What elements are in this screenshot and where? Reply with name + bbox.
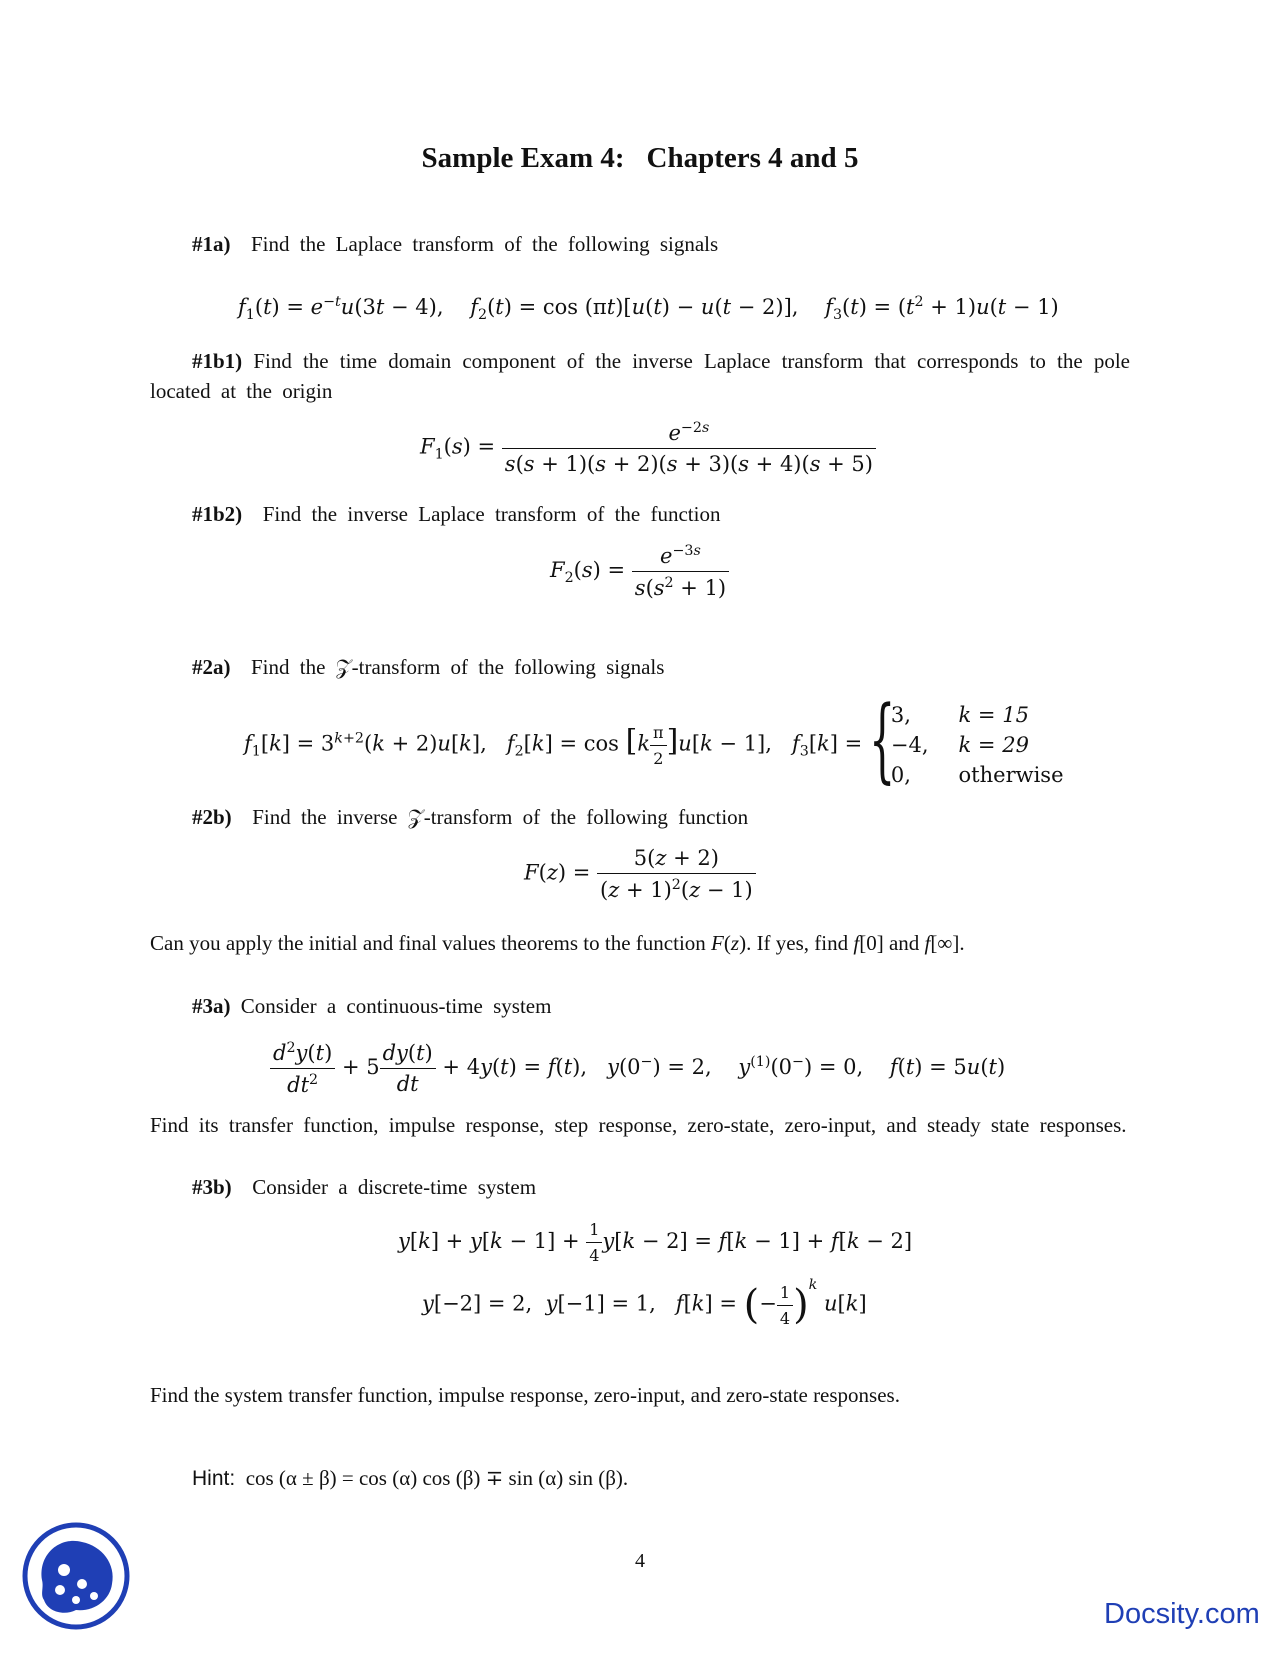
hint-label: Hint: bbox=[192, 1467, 236, 1490]
equation-1b1-F1: $F_1(s)$ = $\frac{e^{-2s}}{s(s + 1)(s + 2)(s + 3)(s + 4)(s + 5)}$ bbox=[420, 420, 876, 476]
question-3b bbox=[192, 1172, 1130, 1202]
question-label: #1b2) bbox=[192, 502, 243, 526]
docsity-brand-link[interactable]: Docsity.com bbox=[1104, 1598, 1260, 1630]
question-text: Find the Laplace transform of the following signals bbox=[251, 232, 719, 256]
question-3a-followup: Find its transfer function, impulse response, step response, zero-state, zero-input, and steady state responses. bbox=[150, 1113, 1127, 1137]
case-value: 0, bbox=[890, 763, 911, 787]
question-text: Consider a continuous-time system bbox=[240, 994, 552, 1018]
question-text: Find the inverse Laplace transform of the function bbox=[262, 502, 721, 526]
question-text: Find the 𝒵-transform of the following signals bbox=[251, 655, 665, 679]
question-label: #1b1) bbox=[192, 349, 243, 373]
question-3a bbox=[192, 991, 1130, 1021]
question-text: Consider a discrete-time system bbox=[252, 1175, 537, 1199]
question-1a bbox=[192, 229, 1130, 259]
case-condition: k = 29 bbox=[958, 733, 1029, 757]
title-part-1: Sample Exam 4: bbox=[421, 142, 625, 174]
equation-1b2-F2: $F_2(s)$ = $\frac{e^{-3s}}{s(s^2 + 1)}$ bbox=[550, 543, 729, 600]
question-text: Find the time domain component of the inverse Laplace transform that corresponds to the pole located at the origin bbox=[150, 349, 1131, 403]
question-2b-followup: Can you apply the initial and final values theorems to the function F(z). If yes, find f[0] and f[∞]. bbox=[150, 931, 965, 955]
equation-3a-ode: $\frac{d^2y(t)}{dt^2}$ + 5 $\frac{dy(t)}{dt}$ + 4y(t) = f(t), y(0−) = 2, $y^{(1)}(0^-) = 0$, f(t) = 5u(t) bbox=[270, 1040, 1005, 1097]
page-title bbox=[0, 142, 1280, 175]
question-label: #2a) bbox=[192, 655, 231, 679]
case-value: −4, bbox=[890, 733, 929, 757]
question-2a bbox=[192, 652, 1130, 682]
case-value: 3, bbox=[890, 703, 911, 727]
hint-formula: cos (α ± β) = cos (α) cos (β) ∓ sin (α) sin (β). bbox=[245, 1466, 629, 1490]
question-label: #3b) bbox=[192, 1175, 232, 1199]
case-condition: otherwise bbox=[958, 763, 1064, 787]
question-2b bbox=[192, 802, 1130, 832]
case-row bbox=[891, 760, 1072, 790]
case-row bbox=[891, 730, 1072, 760]
equation-3b-difference: y[k] + y[k − 1] + $\frac{1}{4}$ y[k − 2] = f[k − 1] + f[k − 2] bbox=[398, 1220, 913, 1265]
question-text: Find the inverse 𝒵-transform of the following function bbox=[252, 805, 749, 829]
case-row bbox=[891, 700, 1072, 730]
followup-text-2: . If yes, find bbox=[746, 931, 854, 955]
title-part-2: Chapters 4 and 5 bbox=[646, 142, 859, 174]
equation-1a-signals: $f_1(t) = e^{-t}u(3t - 4)$, $f_2(t) = \cos (\pi t)[u(t) - u(t - 2)]$, $f_3(t) = (t^2 + 1)u(t - 1)$ bbox=[238, 294, 1059, 324]
question-label: #2b) bbox=[192, 805, 232, 829]
question-label: #3a) bbox=[192, 994, 231, 1018]
question-label: #1a) bbox=[192, 232, 231, 256]
piecewise-cases: { 3, k = 15 −4, k = 29 0, otherwise bbox=[869, 700, 1072, 790]
docsity-logo-icon bbox=[20, 1520, 132, 1632]
equation-3b-initial: y[−2] = 2, y[−1] = 1, f[k] = (− $\frac{1}{4}$ )$^k$ u[k] bbox=[422, 1276, 867, 1328]
followup-text-1: Can you apply the initial and final values theorems to the function bbox=[150, 931, 712, 955]
question-1b2 bbox=[192, 499, 1130, 529]
equation-2a-signals: $f_1[k] = 3^{k+2}(k + 2)u[k]$, $f_2[k] = \cos [k$ $\frac{\pi}{2}$ ]u[k − 1], $f_3[k]$ = { 3, k = 15 −4, k = 29 0, otherwise bbox=[244, 700, 1072, 790]
equation-2b-Fz: F(z) = $\frac{5(z + 2)}{(z + 1)^2(z - 1)}$ bbox=[524, 846, 756, 902]
case-condition: k = 15 bbox=[958, 703, 1029, 727]
page-number: 4 bbox=[635, 1550, 645, 1572]
hint bbox=[192, 1466, 628, 1491]
question-3b-followup: Find the system transfer function, impulse response, zero-input, and zero-state responses. bbox=[150, 1383, 900, 1407]
question-1b1 bbox=[150, 346, 1130, 406]
